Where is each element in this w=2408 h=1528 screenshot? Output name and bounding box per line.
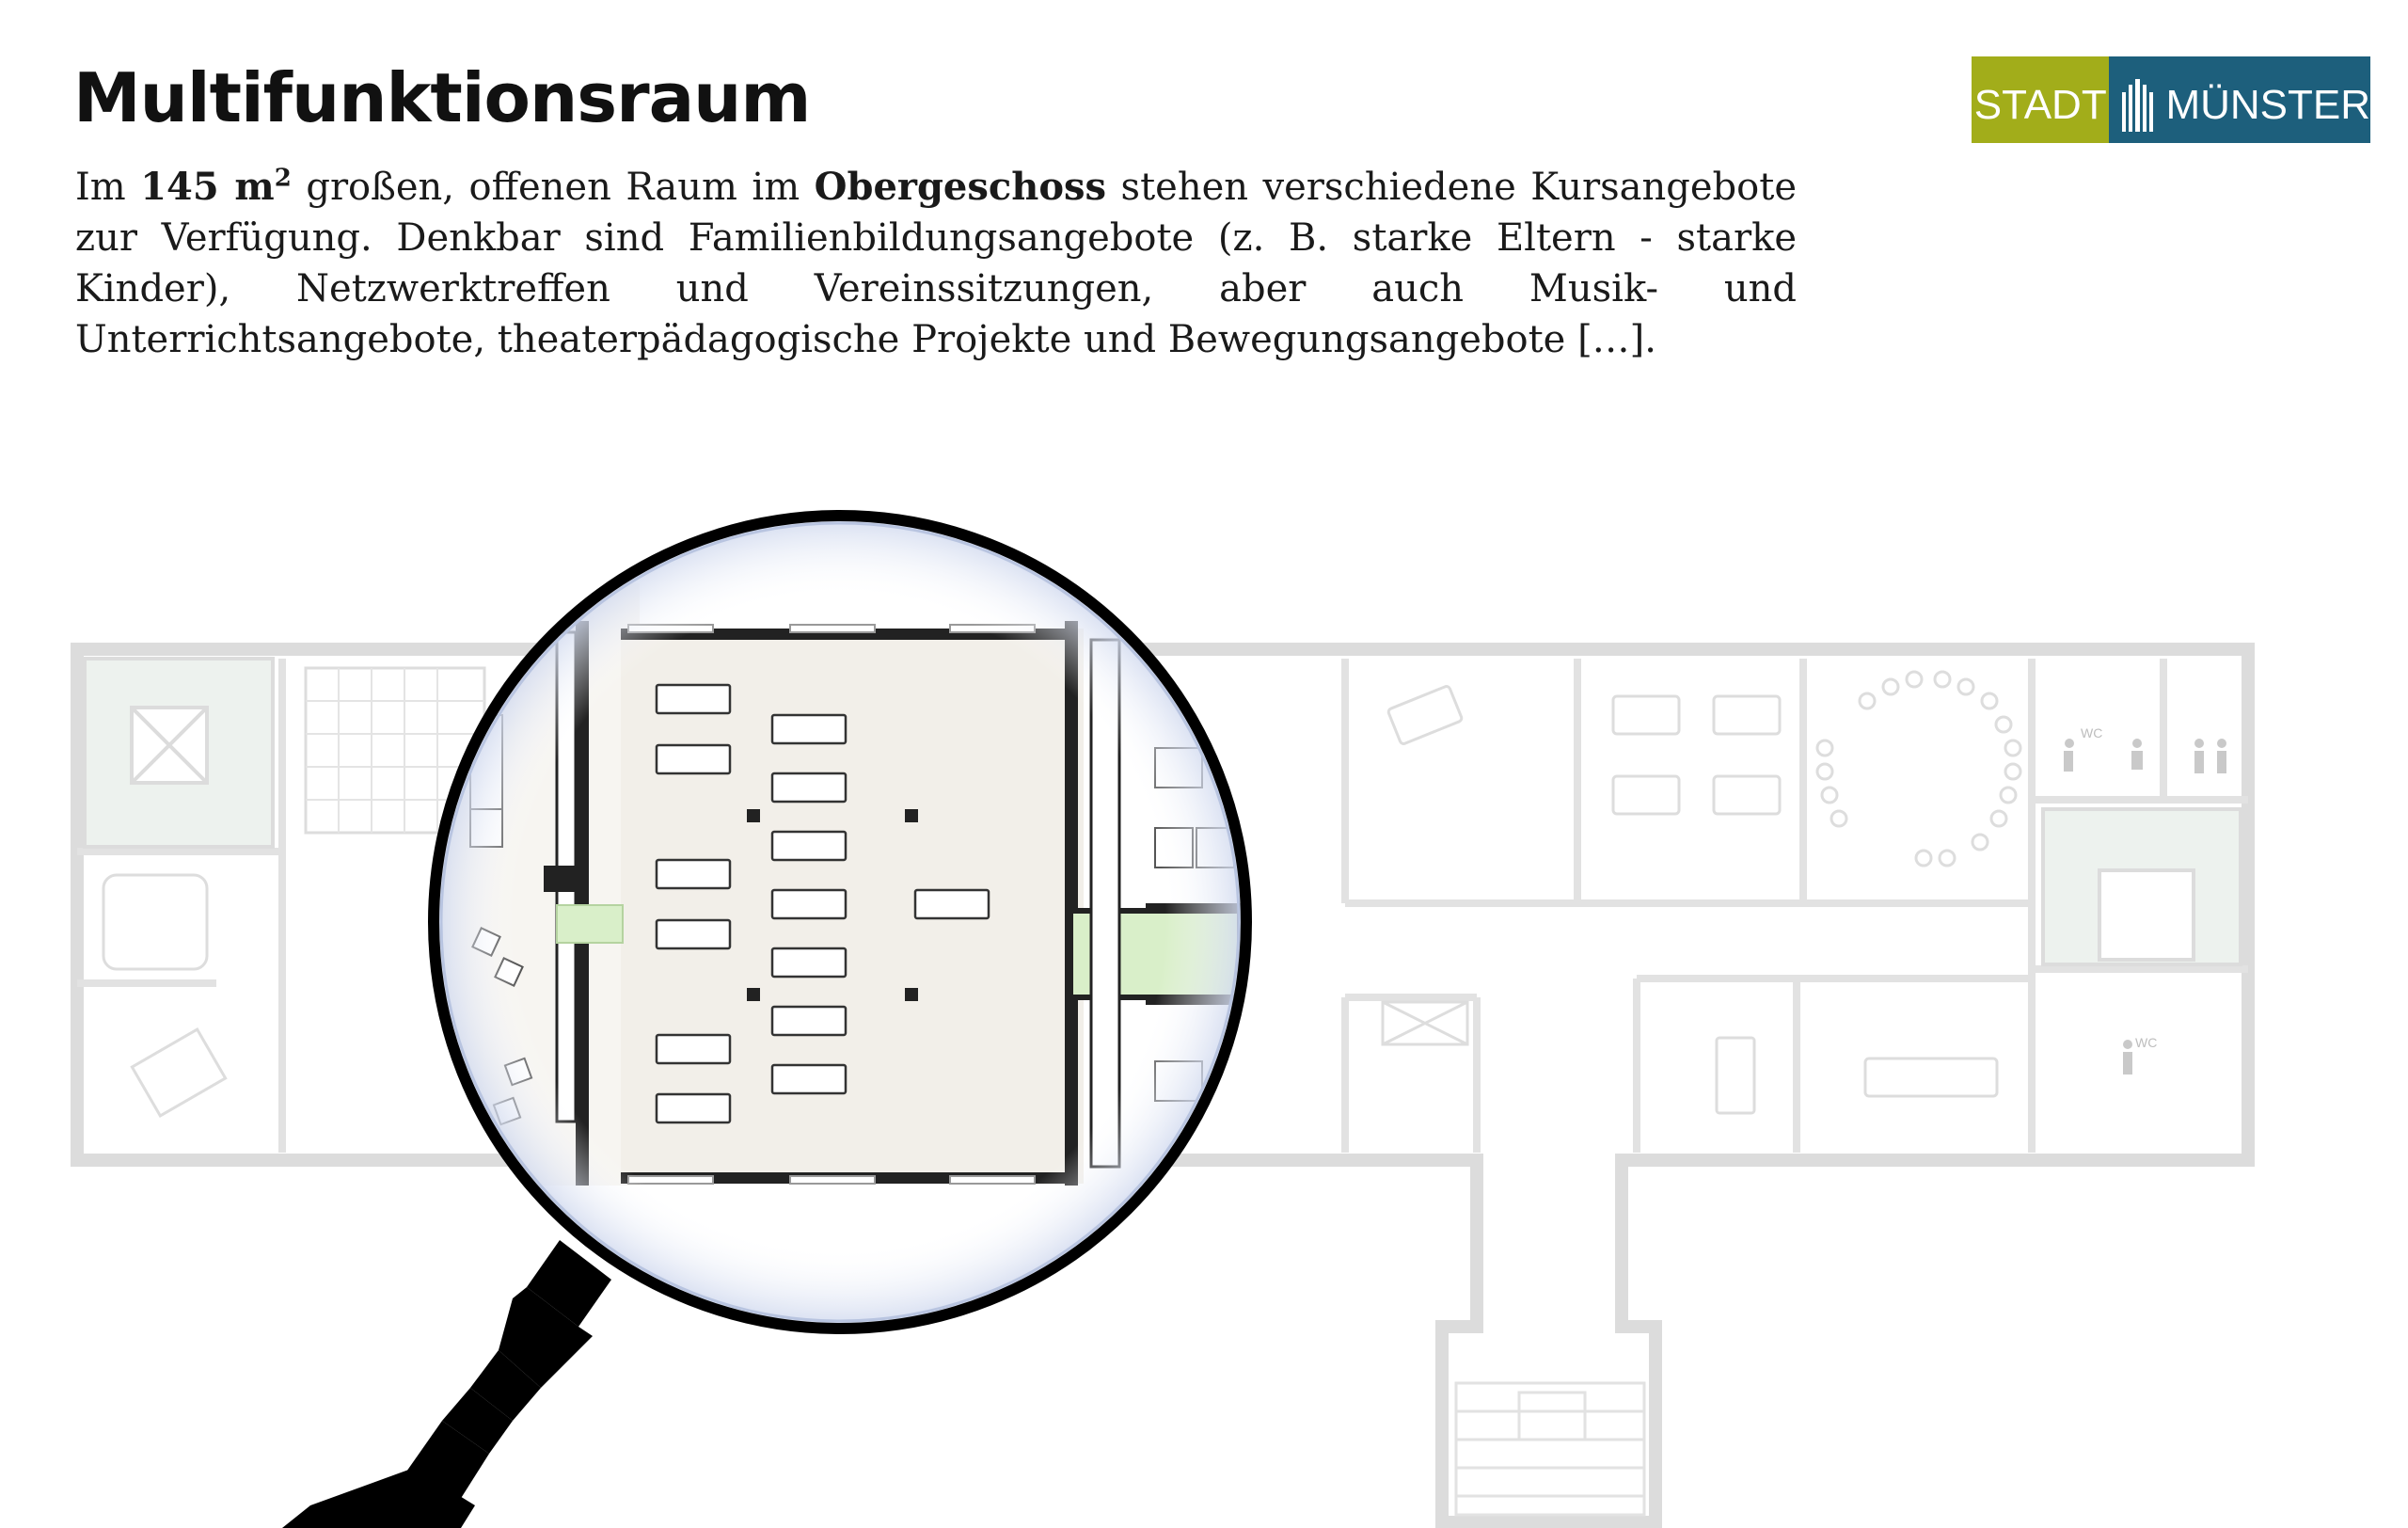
magnifier-handle xyxy=(282,1240,611,1528)
floor-name: Obergeschoss xyxy=(814,165,1107,209)
intro-text-part: Im xyxy=(75,166,141,209)
staircase-right xyxy=(2043,809,2241,964)
intro-text-part: stehen verschiedene Kursangebote zur Verfügung. Denkbar sind Familienbildungsangebote (z. B. starke Eltern - starke Kinder), Netzwerktreffen und Vereinssitzungen, aber auch Musik- und Unterrichtsangebote, theaterpädagogische Projekte und Bewegungsangebote […]. xyxy=(75,166,1797,361)
staircase-bottom xyxy=(1456,1383,1644,1515)
logo-muenster-label: MÜNSTER xyxy=(2165,82,2370,128)
room-size: 145 $m^2$ xyxy=(140,164,292,209)
wc-label: WC xyxy=(2135,1035,2158,1050)
staircase-left xyxy=(85,659,273,847)
wc-label: WC xyxy=(2081,725,2103,740)
chairs-circle xyxy=(1817,672,2020,866)
magnified-room xyxy=(414,508,1279,1355)
intro-text-part: großen, offenen Raum im xyxy=(291,166,815,209)
logo-stadt: STADT xyxy=(1972,56,2109,143)
page-title: Multifunktionsraum xyxy=(73,58,811,137)
